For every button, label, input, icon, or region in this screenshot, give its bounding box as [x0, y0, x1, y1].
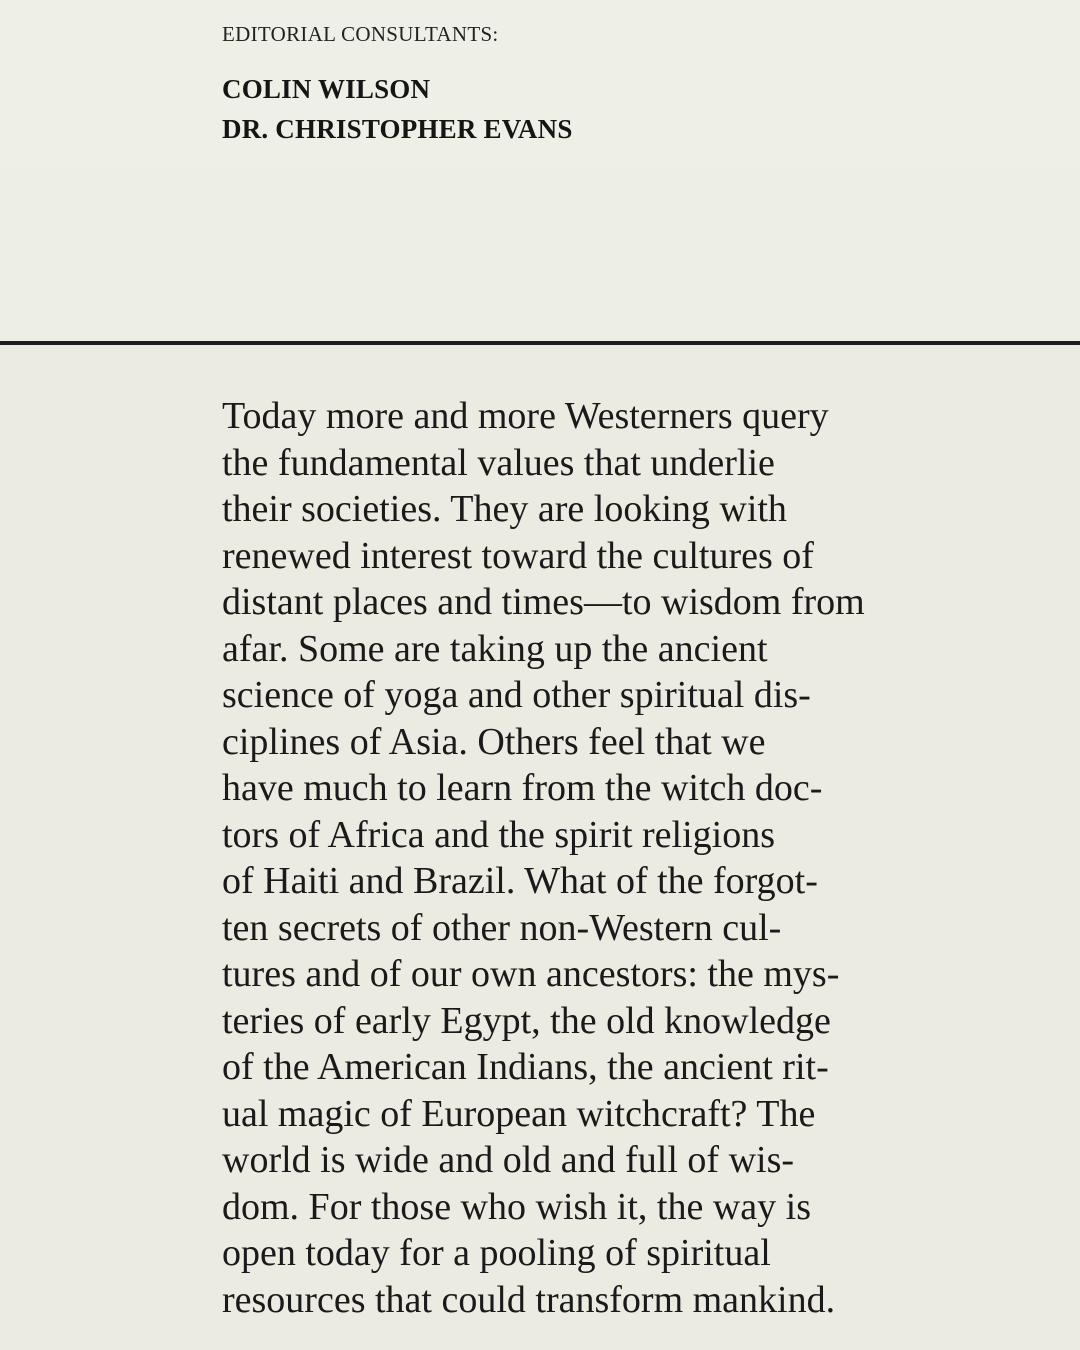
body-line: tors of Africa and the spirit religions	[222, 813, 775, 856]
body-line: open today for a pooling of spiritual	[222, 1232, 771, 1274]
body-line: Today more and more Westerners query	[222, 395, 829, 437]
body-paragraph	[222, 393, 1002, 1323]
body-line: ciplines of Asia. Others feel that we	[222, 720, 766, 763]
body-line: have much to learn from the witch doc-	[222, 767, 823, 809]
body-line: renewed interest toward the cultures of	[222, 534, 814, 577]
body-line: ten secrets of other non-Western cul-	[222, 906, 782, 949]
body-line: of Haiti and Brazil. What of the forgot-	[222, 860, 818, 902]
body-line: dom. For those who wish it, the way is	[222, 1185, 811, 1228]
body-line: afar. Some are taking up the ancient	[222, 627, 768, 670]
body-line: resources that could transform mankind.	[222, 1278, 836, 1321]
body-line: their societies. They are looking with	[222, 488, 787, 530]
body-line: of the American Indians, the ancient rit-	[222, 1046, 829, 1088]
body-line: the fundamental values that underlie	[222, 441, 775, 484]
body-line: ual magic of European witchcraft? The	[222, 1092, 816, 1135]
body-line: distant places and times—to wisdom from	[222, 581, 865, 623]
body-line: science of yoga and other spiritual dis-	[222, 674, 811, 716]
consultant-name-colin-wilson: COLIN WILSON	[222, 74, 431, 104]
editorial-consultants-label: EDITORIAL CONSULTANTS:	[222, 22, 499, 46]
consultant-name-christopher-evans: DR. CHRISTOPHER EVANS	[222, 114, 573, 144]
body-line: world is wide and old and full of wis-	[222, 1139, 795, 1181]
body-line: tures and of our own ancestors: the mys-	[222, 953, 840, 995]
body-line: teries of early Egypt, the old knowledge	[222, 999, 831, 1042]
